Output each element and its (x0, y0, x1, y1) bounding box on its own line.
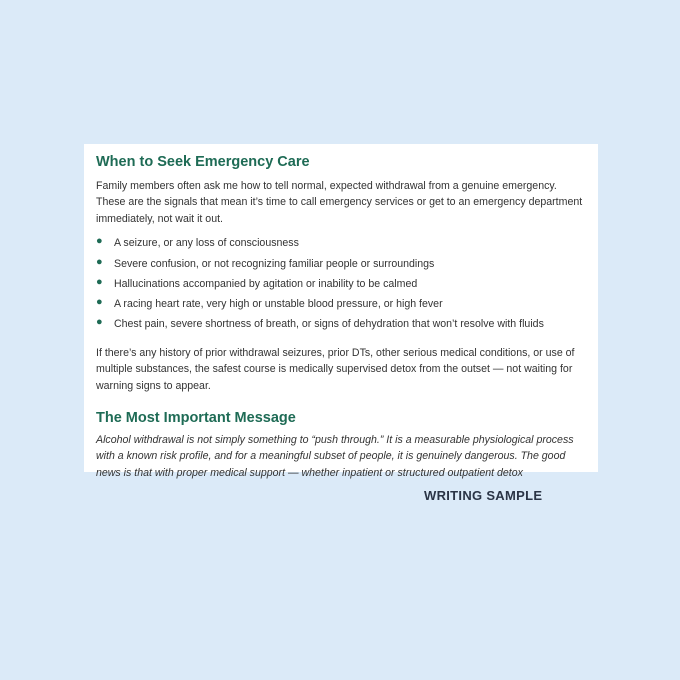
writing-sample-caption: WRITING SAMPLE (424, 488, 543, 503)
bullet-icon: ● (96, 255, 103, 268)
section-heading-important-message: The Most Important Message (96, 409, 296, 426)
section-heading-emergency-care: When to Seek Emergency Care (96, 154, 310, 170)
bullet-icon: ● (96, 296, 103, 309)
list-item-text: A seizure, or any loss of consciousness (114, 237, 299, 250)
closing-paragraph: If there’s any history of prior withdrawal seizures, prior DTs, other serious medical conditions, or use of multiple substances, the safest course is medically supervised detox from the outset — not waiting for warning signs to appear. (96, 346, 575, 392)
important-message-paragraph: Alcohol withdrawal is not simply something to “push through.” It is a measurable physiological process with a known risk profile, and for a meaningful subset of people, it is genuinely dangerous. The good news is that with proper medical support — whether inpatient or structured outpatient detox (96, 433, 574, 479)
list-item (96, 314, 586, 334)
list-item (96, 254, 586, 274)
warning-signs-list (96, 233, 586, 334)
list-item (96, 294, 586, 314)
list-item (96, 274, 586, 294)
list-item-text: A racing heart rate, very high or unstable blood pressure, or high fever (114, 298, 443, 311)
document-excerpt (84, 144, 598, 479)
bullet-icon: ● (96, 275, 103, 288)
list-item-text: Chest pain, severe shortness of breath, or signs of dehydration that won’t resolve with fluids (114, 318, 544, 331)
list-item (96, 233, 586, 253)
list-item-text: Severe confusion, or not recognizing familiar people or surroundings (114, 257, 435, 270)
list-item-text: Hallucinations accompanied by agitation or inability to be calmed (114, 277, 418, 290)
intro-paragraph: Family members often ask me how to tell normal, expected withdrawal from a genuine emergency. These are the signals that mean it’s time to call emergency services or get to an emergency department immediately, not wait it out. (96, 180, 583, 225)
bullet-icon: ● (96, 316, 103, 329)
bullet-icon: ● (96, 235, 103, 248)
